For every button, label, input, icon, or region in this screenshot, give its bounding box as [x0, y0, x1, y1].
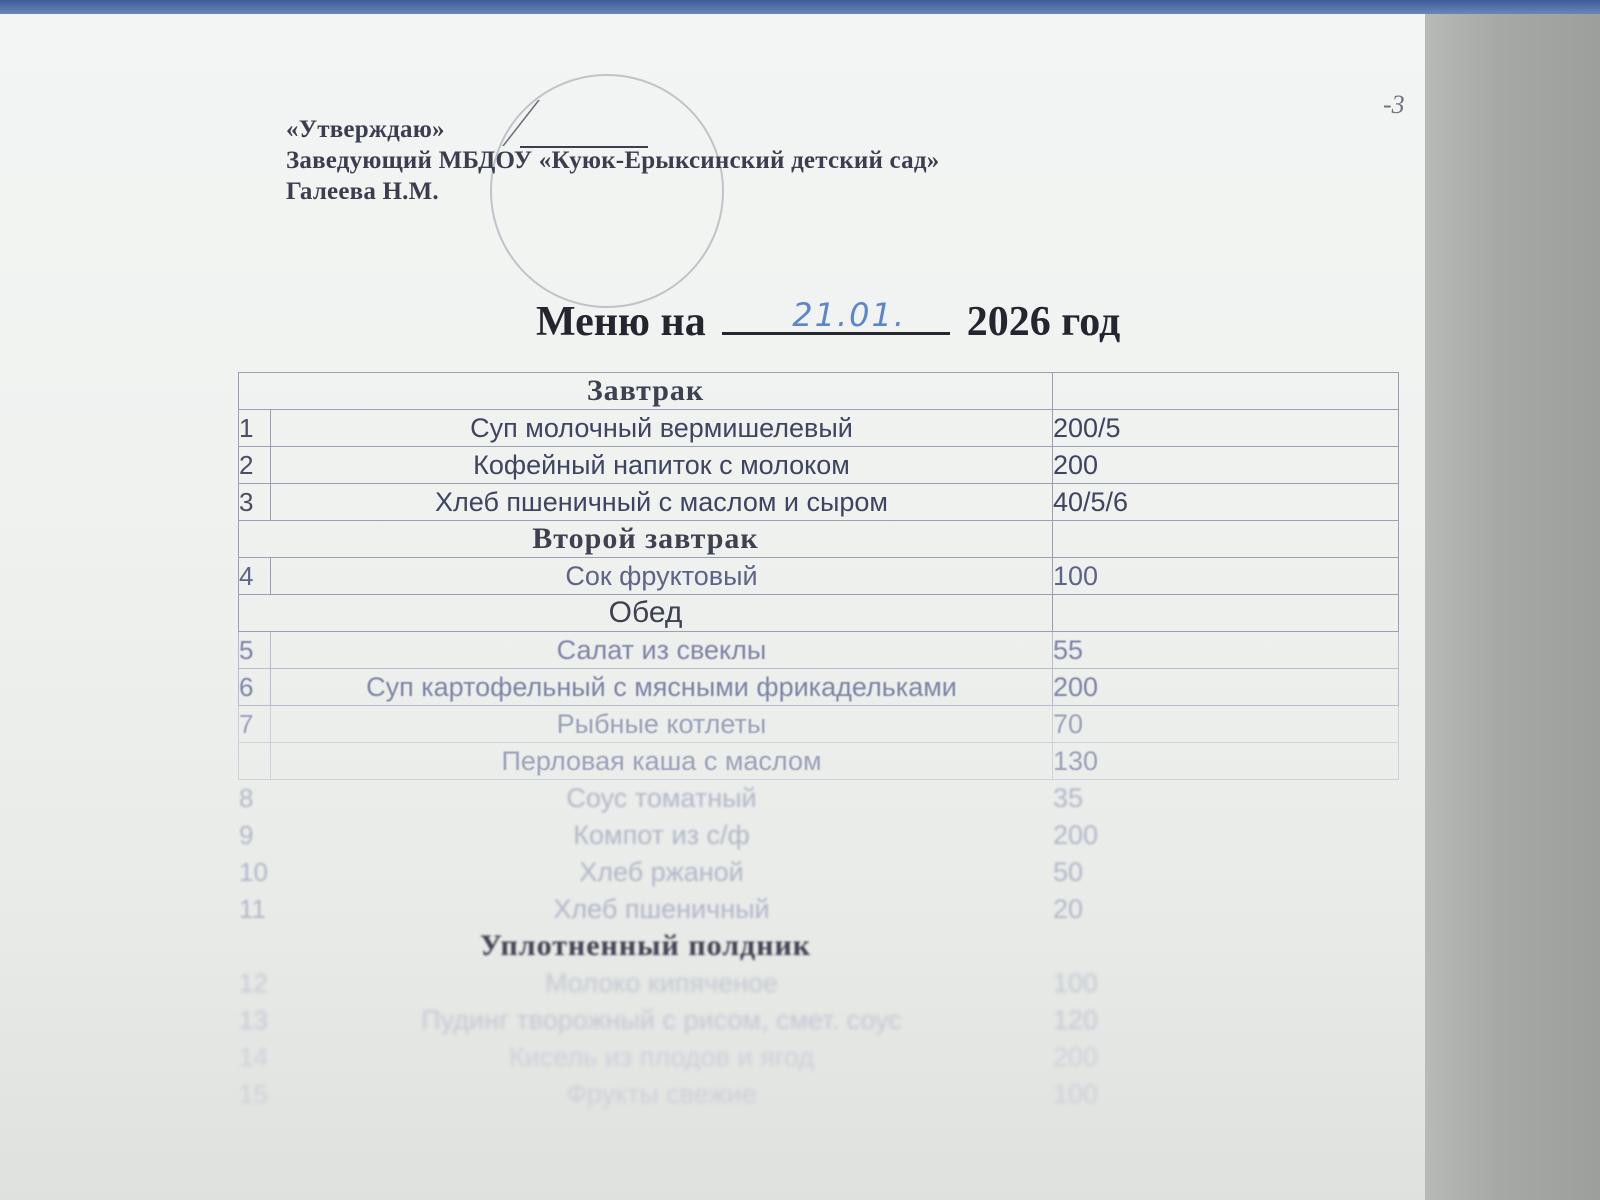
item-name: Кофейный напиток с молоком [271, 447, 1053, 484]
item-name: Суп молочный вермишелевый [271, 410, 1053, 447]
table-row [239, 558, 1399, 595]
table-row [239, 1076, 1399, 1113]
table-row [239, 669, 1399, 706]
table-row [239, 410, 1399, 447]
title-prefix: Меню на [536, 299, 706, 345]
approval-heading: «Утверждаю» [286, 116, 445, 143]
table-row [239, 891, 1399, 928]
item-name: Салат из свеклы [271, 632, 1053, 669]
item-weight: 130 [1053, 743, 1399, 780]
section-title: Уплотненный полдник [479, 929, 812, 962]
document-page [0, 14, 1425, 1200]
item-weight: 100 [1053, 967, 1099, 998]
item-number: 5 [239, 632, 271, 669]
item-number: 14 [239, 1041, 268, 1072]
item-weight: 200 [1053, 1041, 1099, 1072]
item-name: Компот из с/ф [573, 819, 750, 850]
section-title: Второй завтрак [239, 521, 1053, 558]
item-number: 3 [239, 484, 271, 521]
page-number: -3 [1383, 90, 1405, 119]
item-name: Перловая каша с маслом [271, 743, 1053, 780]
table-row [239, 780, 1399, 817]
section-title: Завтрак [239, 373, 1053, 410]
item-name: Хлеб ржаной [579, 856, 744, 887]
table-row [239, 965, 1399, 1002]
item-number [239, 743, 271, 780]
approval-block [286, 114, 939, 207]
item-weight: 20 [1053, 893, 1084, 924]
item-name: Молоко кипяченое [544, 967, 779, 998]
item-weight: 200 [1053, 669, 1399, 706]
table-row [239, 1002, 1399, 1039]
title-suffix: 2026 год [966, 299, 1121, 345]
table-row [239, 817, 1399, 854]
table-row [239, 1039, 1399, 1076]
item-weight: 35 [1053, 782, 1084, 813]
item-number: 15 [239, 1078, 268, 1109]
screen-top-bar [0, 0, 1600, 14]
approval-position: Заведующий МБДОУ «Куюк-Ерыксинский детский сад» [286, 147, 940, 174]
date-blank [722, 296, 950, 335]
item-number: 6 [239, 669, 271, 706]
item-name: Сок фруктовый [271, 558, 1053, 595]
item-name: Фрукты свежие [566, 1078, 757, 1109]
section-second-breakfast [239, 521, 1399, 558]
section-breakfast [239, 373, 1399, 410]
item-number: 11 [239, 893, 266, 924]
approval-name: Галеева Н.М. [286, 178, 439, 205]
item-number: 9 [239, 819, 254, 850]
section-lunch [239, 595, 1399, 632]
item-number: 2 [239, 447, 271, 484]
item-weight: 200 [1053, 819, 1099, 850]
item-number: 4 [239, 558, 271, 595]
item-name: Суп картофельный с мясными фрикадельками [271, 669, 1053, 706]
item-weight: 50 [1053, 856, 1084, 887]
menu-table [238, 372, 1399, 1113]
item-weight: 70 [1053, 706, 1399, 743]
item-weight: 40/5/6 [1053, 484, 1399, 521]
table-row [239, 743, 1399, 780]
item-weight: 55 [1053, 632, 1399, 669]
table-row [239, 484, 1399, 521]
table-row [239, 447, 1399, 484]
item-number: 12 [239, 967, 268, 998]
item-weight: 200/5 [1053, 410, 1399, 447]
item-number: 10 [239, 856, 268, 887]
item-name: Хлеб пшеничный [553, 893, 770, 924]
table-row [239, 706, 1399, 743]
item-name: Хлеб пшеничный с маслом и сыром [271, 484, 1053, 521]
item-number: 7 [239, 706, 271, 743]
item-name: Рыбные котлеты [271, 706, 1053, 743]
item-number: 1 [239, 410, 271, 447]
item-weight: 200 [1053, 447, 1399, 484]
table-row [239, 632, 1399, 669]
background-surface [1425, 14, 1600, 1200]
item-name: Кисель из плодов и ягод [508, 1041, 815, 1072]
section-title: Обед [239, 595, 1053, 632]
item-name: Пудинг творожный с рисом, смет. соус [421, 1004, 902, 1035]
item-name: Соус томатный [566, 782, 757, 813]
item-number: 8 [239, 782, 254, 813]
item-weight: 120 [1053, 1004, 1099, 1035]
section-snack [239, 928, 1399, 965]
table-row [239, 854, 1399, 891]
handwritten-date: 21.01. [792, 296, 907, 334]
item-weight: 100 [1053, 1078, 1099, 1109]
page-title [536, 298, 1120, 346]
item-number: 13 [239, 1004, 268, 1035]
item-weight: 100 [1053, 558, 1399, 595]
